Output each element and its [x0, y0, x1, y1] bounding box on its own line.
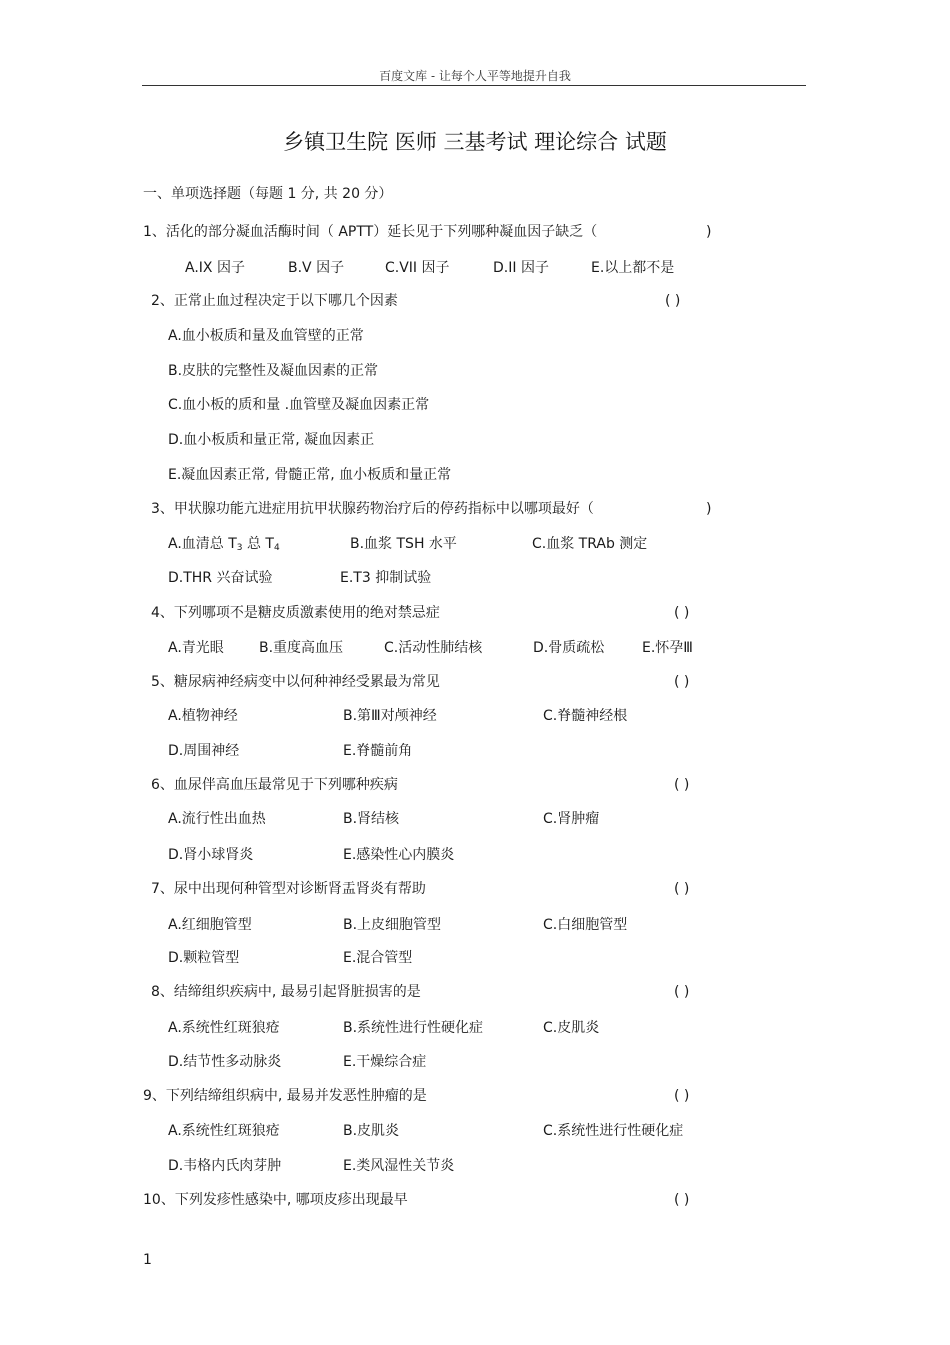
subscript-4: 4	[273, 543, 280, 553]
option-a-text: A.血清总	[168, 536, 224, 552]
question-1-answer-paren: )	[706, 224, 712, 240]
subscript-3: 3	[236, 543, 243, 553]
page-header: 百度文库 - 让每个人平等地提升自我	[379, 69, 571, 83]
section-heading: 一、单项选择题（每题 1 分, 共 20 分）	[143, 186, 393, 202]
question-7-option-d: D.颗粒管型	[168, 950, 240, 966]
question-5-option-a: A.植物神经	[168, 708, 238, 724]
question-6-option-b: B.肾结核	[343, 811, 400, 827]
question-5-option-b: B.第Ⅲ对颅神经	[343, 708, 437, 724]
t-letter: T	[228, 536, 237, 552]
question-5-answer-paren: ( )	[674, 674, 690, 690]
page-title: 乡镇卫生院 医师 三基考试 理论综合 试题	[283, 130, 667, 154]
question-7-stem: 7、尿中出现何种管型对诊断肾盂肾炎有帮助	[151, 881, 426, 897]
question-1-option-d: D.II 因子	[493, 260, 549, 276]
question-1-stem: 1、活化的部分凝血活酶时间（ APTT）延长见于下列哪种凝血因子缺乏（	[143, 224, 598, 240]
question-5-option-c: C.脊髓神经根	[543, 708, 628, 724]
question-7-answer-paren: ( )	[674, 881, 690, 897]
question-8-option-a: A.系统性红斑狼疮	[168, 1020, 280, 1036]
question-2-option-a: A.血小板质和量及血管壁的正常	[168, 328, 364, 344]
question-5-option-e: E.脊髓前角	[343, 743, 413, 759]
total-t-text: 总 T	[242, 536, 274, 552]
question-1-option-c: C.VII 因子	[385, 260, 450, 276]
question-9-option-a: A.系统性红斑狼疮	[168, 1123, 280, 1139]
question-4-answer-paren: ( )	[674, 605, 690, 621]
question-2-option-b: B.皮肤的完整性及凝血因素的正常	[168, 363, 379, 379]
question-4-option-b: B.重度高血压	[259, 640, 344, 656]
question-4-stem: 4、下列哪项不是糖皮质激素使用的绝对禁忌症	[151, 605, 440, 621]
question-8-stem: 8、结缔组织疾病中, 最易引起肾脏损害的是	[151, 984, 421, 1000]
header-rule	[142, 85, 806, 86]
question-6-option-a: A.流行性出血热	[168, 811, 266, 827]
question-3-option-a	[168, 535, 280, 557]
question-4-option-c: C.活动性肺结核	[384, 640, 483, 656]
question-6-answer-paren: ( )	[674, 777, 690, 793]
question-7-option-c: C.白细胞管型	[543, 917, 628, 933]
question-7-option-a: A.红细胞管型	[168, 917, 252, 933]
question-9-option-e: E.类风湿性关节炎	[343, 1158, 455, 1174]
question-9-option-c: C.系统性进行性硬化症	[543, 1123, 684, 1139]
question-3-option-c: C.血浆 TRAb 测定	[532, 536, 648, 552]
question-6-option-c: C.肾肿瘤	[543, 811, 600, 827]
question-8-option-b: B.系统性进行性硬化症	[343, 1020, 484, 1036]
question-4-option-d: D.骨质疏松	[533, 640, 605, 656]
question-9-answer-paren: ( )	[674, 1088, 690, 1104]
question-1-option-a: A.IX 因子	[185, 260, 245, 276]
question-6-option-e: E.感染性心内膜炎	[343, 847, 455, 863]
question-8-option-d: D.结节性多动脉炎	[168, 1054, 282, 1070]
question-2-answer-paren: ( )	[665, 293, 681, 309]
question-3-option-b: B.血浆 TSH 水平	[350, 536, 457, 552]
question-8-option-c: C.皮肌炎	[543, 1020, 600, 1036]
question-5-stem: 5、糖尿病神经病变中以何种神经受累最为常见	[151, 674, 440, 690]
question-10-answer-paren: ( )	[674, 1192, 690, 1208]
question-6-option-d: D.肾小球肾炎	[168, 847, 254, 863]
question-9-stem: 9、下列结缔组织病中, 最易并发恶性肿瘤的是	[143, 1088, 427, 1104]
question-5-option-d: D.周围神经	[168, 743, 240, 759]
question-7-option-e: E.混合管型	[343, 950, 413, 966]
question-4-option-a: A.青光眼	[168, 640, 224, 656]
question-3-option-e: E.T3 抑制试验	[340, 570, 432, 586]
question-1-option-e: E.以上都不是	[591, 260, 675, 276]
question-4-option-e: E.怀孕Ⅲ	[642, 640, 693, 656]
question-3-answer-paren: )	[706, 501, 712, 517]
question-2-option-d: D.血小板质和量正常, 凝血因素正	[168, 432, 375, 448]
question-1-option-b: B.V 因子	[288, 260, 345, 276]
page-number: 1	[143, 1252, 152, 1268]
question-8-answer-paren: ( )	[674, 984, 690, 1000]
question-7-option-b: B.上皮细胞管型	[343, 917, 442, 933]
question-9-option-b: B.皮肌炎	[343, 1123, 400, 1139]
question-2-stem: 2、正常止血过程决定于以下哪几个因素	[151, 293, 398, 309]
question-10-stem: 10、下列发疹性感染中, 哪项皮疹出现最早	[143, 1192, 408, 1208]
question-3-stem: 3、甲状腺功能亢进症用抗甲状腺药物治疗后的停药指标中以哪项最好（	[151, 501, 594, 517]
question-8-option-e: E.干燥综合症	[343, 1054, 427, 1070]
question-6-stem: 6、血尿伴高血压最常见于下列哪种疾病	[151, 777, 398, 793]
question-2-option-c: C.血小板的质和量 .血管壁及凝血因素正常	[168, 397, 430, 413]
question-2-option-e: E.凝血因素正常, 骨髓正常, 血小板质和量正常	[168, 467, 452, 483]
question-3-option-d: D.THR 兴奋试验	[168, 570, 273, 586]
question-9-option-d: D.韦格内氏肉芽肿	[168, 1158, 282, 1174]
